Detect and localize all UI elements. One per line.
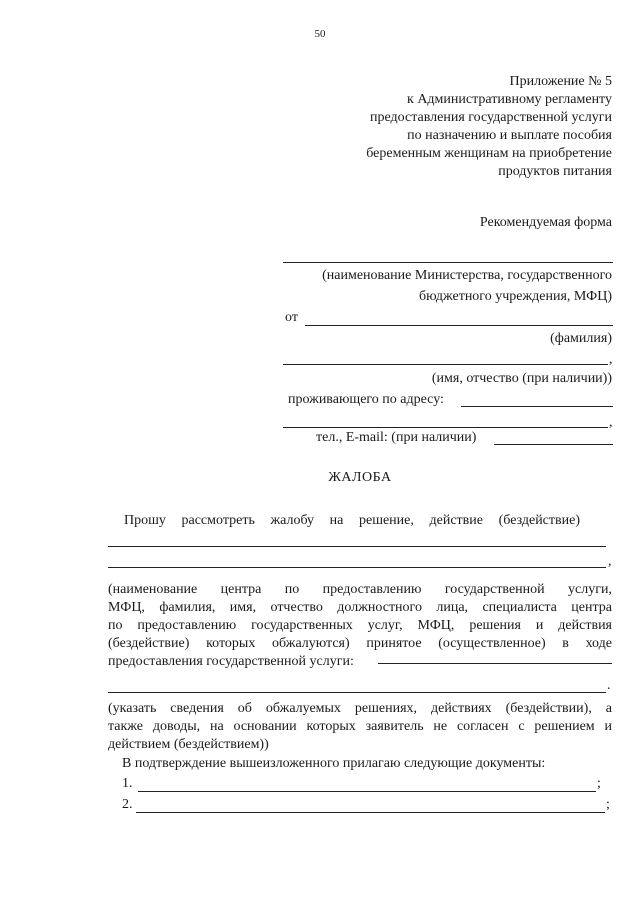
request-line [124, 512, 580, 530]
appendix-header [282, 73, 612, 181]
hint-line: МФЦ, фамилия, имя, отчество должностного лица, специалиста центра [108, 600, 612, 615]
attachment-field-line[interactable] [138, 791, 596, 792]
attachment-end: ; [606, 797, 610, 812]
specify-line: (указать сведения об обжалуемых решениях, действиях (бездействии), а [108, 701, 612, 716]
name-hint: (имя, отчество (при наличии)) [431, 371, 612, 386]
attachment-number: 2. [122, 797, 133, 812]
addressee-hint-1: (наименование Министерства, государственного [322, 268, 612, 283]
attachment-end: ; [597, 776, 601, 791]
decision-field-line-2[interactable] [108, 567, 606, 568]
comma: , [609, 415, 613, 430]
attachment-field-line[interactable] [136, 812, 605, 813]
hint-line: по предоставлению государственных услуг, МФЦ, решения и действия [108, 618, 612, 633]
appendix-line: Приложение № 5 [509, 74, 612, 89]
address-field-line-2[interactable] [283, 427, 608, 428]
hint-line: (наименование центра по предоставлению государственной услуги, [108, 582, 612, 597]
appendix-line: предоставления государственной услуги [370, 110, 612, 125]
contacts-field-line[interactable] [494, 444, 613, 445]
surname-hint: (фамилия) [550, 331, 612, 346]
recommended-form-label: Рекомендуемая форма [479, 215, 612, 230]
service-field-line-2[interactable] [108, 692, 606, 693]
name-field-line[interactable] [283, 364, 608, 365]
decision-hint-paragraph [108, 581, 612, 671]
contacts-label: тел., E-mail: (при наличии) [316, 430, 477, 445]
decision-field-line[interactable] [108, 546, 606, 547]
page-number: 50 [314, 28, 326, 40]
addressee-field-line[interactable] [283, 262, 613, 263]
hint-line: предоставления государственной услуги: [108, 654, 354, 669]
address-field-line[interactable] [461, 406, 613, 407]
specify-line: также доводы, на основании которых заявитель не согласен с решением и [108, 719, 612, 734]
appendix-line: беременным женщинам на приобретение [366, 146, 612, 161]
attachments-intro: В подтверждение вышеизложенного прилагаю следующие документы: [122, 756, 546, 771]
hint-line: (бездействие) которых обжалуются) принятое (осуществленное) в ходе [108, 636, 612, 651]
addressee-hint-2: бюджетного учреждения, МФЦ) [419, 289, 612, 304]
period: . [607, 678, 611, 693]
comma: , [609, 352, 613, 367]
service-field-line[interactable] [378, 663, 612, 664]
specify-paragraph [108, 700, 612, 754]
appendix-line: продуктов питания [498, 164, 612, 179]
specify-line: действием (бездействием)) [108, 737, 269, 752]
surname-field-line[interactable] [305, 325, 613, 326]
appendix-line: к Административному регламенту [407, 92, 612, 107]
complaint-title: ЖАЛОБА [328, 470, 392, 485]
attachment-number: 1. [122, 776, 133, 791]
appendix-line: по назначению и выплате пособия [407, 128, 612, 143]
address-label: проживающего по адресу: [288, 392, 444, 407]
request-text: Прошу рассмотреть жалобу на решение, действие (бездействие) [124, 513, 580, 528]
from-label: от [285, 310, 298, 325]
comma: , [608, 554, 612, 569]
